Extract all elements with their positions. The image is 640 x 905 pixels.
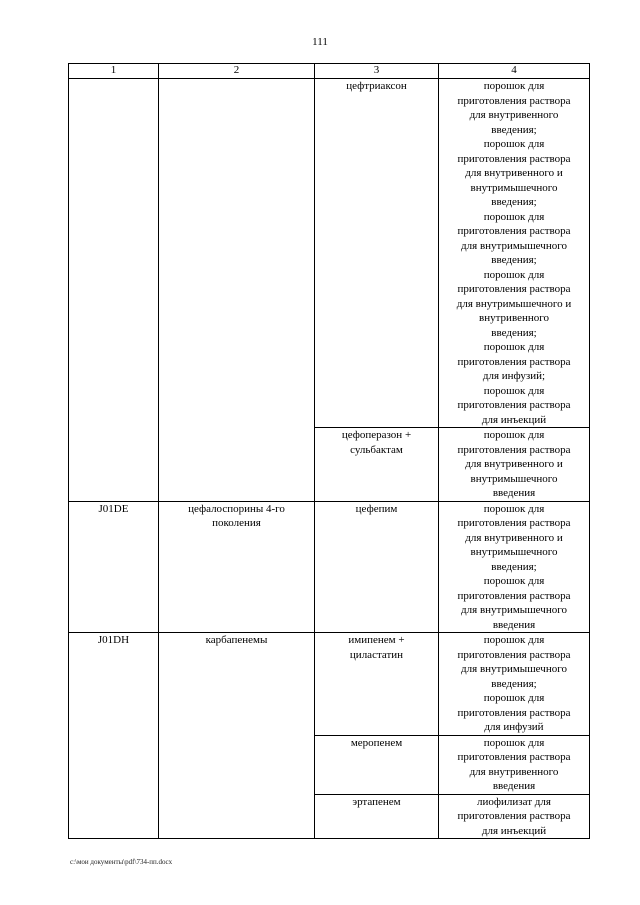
cell-text-line: циластатин <box>349 648 404 661</box>
cell-text-line: для внутривенного <box>469 109 559 121</box>
cell-text-line: порошок для <box>483 384 545 397</box>
col-header-3: 3 <box>315 64 439 79</box>
cell-text-line: внутримышечного <box>470 472 558 485</box>
cell-text-line: порошок для <box>483 634 545 646</box>
cell-text-line: приготовления раствора <box>457 443 571 456</box>
code-cell: J01DH <box>69 633 159 839</box>
cell-text-line: введения <box>492 618 536 631</box>
forms-cell <box>439 501 590 633</box>
forms-cell <box>439 79 590 428</box>
forms-cell <box>439 428 590 502</box>
code-cell <box>69 79 159 502</box>
cell-text-line: для внутривенного и <box>465 531 563 544</box>
cell-text-line: цефтриаксон <box>346 80 407 92</box>
cell-text-line: для инъекций <box>481 824 547 837</box>
table-row <box>69 79 590 428</box>
cell-text-line: для инфузий <box>484 721 544 733</box>
cell-text-line: внутримышечного <box>470 181 558 194</box>
drug-cell <box>315 633 439 736</box>
page-number: 111 <box>312 36 328 48</box>
cell-text-line: введения; <box>491 196 537 208</box>
header-row <box>69 64 590 79</box>
cell-text-line: порошок для <box>483 268 545 281</box>
cell-text-line: внутривенного <box>479 312 549 324</box>
footer-file-path: c:\мои документы\pdf\734-пп.docx <box>70 858 173 866</box>
col-header-2: 2 <box>159 64 315 79</box>
drug-cell <box>315 735 439 794</box>
cell-text-line: имипенем + <box>348 634 405 646</box>
cell-text-line: приготовления раствора <box>457 706 571 719</box>
cell-text-line: порошок для <box>483 575 545 587</box>
cell-text-line: для внутримышечного <box>461 239 567 252</box>
cell-text-line: для инъекций <box>481 413 547 426</box>
cell-text-line: для внутривенного <box>469 765 559 778</box>
cell-text-line: порошок для <box>483 692 545 704</box>
cell-text-line: для внутривенного и <box>465 458 563 470</box>
cell-text-line: приготовления раствора <box>457 399 571 411</box>
table-row <box>69 501 590 633</box>
cell-text-line: введения; <box>491 560 537 573</box>
cell-text-line: порошок для <box>483 502 545 515</box>
col-header-4: 4 <box>439 64 590 79</box>
cell-text-line: порошок для <box>483 341 545 353</box>
cell-text-line: приготовления раствора <box>457 355 571 368</box>
forms-cell <box>439 794 590 839</box>
cell-text-line: приготовления раствора <box>457 225 571 237</box>
cell-text-line: введения <box>492 487 536 499</box>
cell-text-line: введения <box>492 780 536 792</box>
col-header-1: 1 <box>69 64 159 79</box>
cell-text-line: эртапенем <box>352 795 401 808</box>
cell-text-line: порошок для <box>483 80 545 92</box>
group-cell <box>159 79 315 502</box>
cell-text-line: порошок для <box>483 736 545 749</box>
drug-cell <box>315 79 439 428</box>
cell-text-line: порошок для <box>483 138 545 150</box>
cell-text-line: приготовления раствора <box>457 517 571 529</box>
table-row <box>69 633 590 736</box>
cell-text-line: для внутримышечного <box>461 604 567 616</box>
cell-text-line: меропенем <box>350 736 403 749</box>
drug-cell <box>315 428 439 502</box>
cell-text-line: приготовления раствора <box>457 648 571 661</box>
cell-text-line: цефалоспорины 4-го <box>188 502 285 515</box>
forms-cell <box>439 633 590 736</box>
drug-cell <box>315 794 439 839</box>
cell-text-line: порошок для <box>483 210 545 223</box>
cell-text-line: введения; <box>491 254 537 266</box>
code-cell: J01DE <box>69 501 159 633</box>
cell-text-line: цефоперазон + <box>341 429 412 441</box>
group-cell <box>159 501 315 633</box>
cell-text-line: внутримышечного <box>470 546 558 558</box>
drug-table <box>68 63 590 839</box>
cell-text-line: приготовления раствора <box>457 94 571 107</box>
cell-text-line: цефепим <box>355 502 398 515</box>
cell-text-line: введения; <box>491 677 537 690</box>
cell-text-line: приготовления раствора <box>457 589 571 602</box>
cell-text-line: сульбактам <box>350 443 403 456</box>
cell-text-line: приготовления раствора <box>457 283 571 295</box>
cell-text-line: для внутримышечного <box>461 663 567 675</box>
cell-text-line: для внутривенного и <box>465 167 563 179</box>
group-cell <box>159 633 315 839</box>
cell-text-line: приготовления раствора <box>457 810 571 822</box>
cell-text-line: карбапенемы <box>205 634 268 646</box>
cell-text-line: лиофилизат для <box>477 795 551 808</box>
cell-text-line: для инфузий; <box>482 370 546 382</box>
forms-cell <box>439 735 590 794</box>
cell-text-line: порошок для <box>483 429 545 441</box>
drug-cell <box>315 501 439 633</box>
cell-text-line: приготовления раствора <box>457 152 571 165</box>
cell-text-line: поколения <box>212 517 261 529</box>
cell-text-line: для внутримышечного и <box>456 297 572 310</box>
cell-text-line: введения; <box>491 326 537 339</box>
cell-text-line: введения; <box>491 123 537 136</box>
cell-text-line: приготовления раствора <box>457 751 571 763</box>
